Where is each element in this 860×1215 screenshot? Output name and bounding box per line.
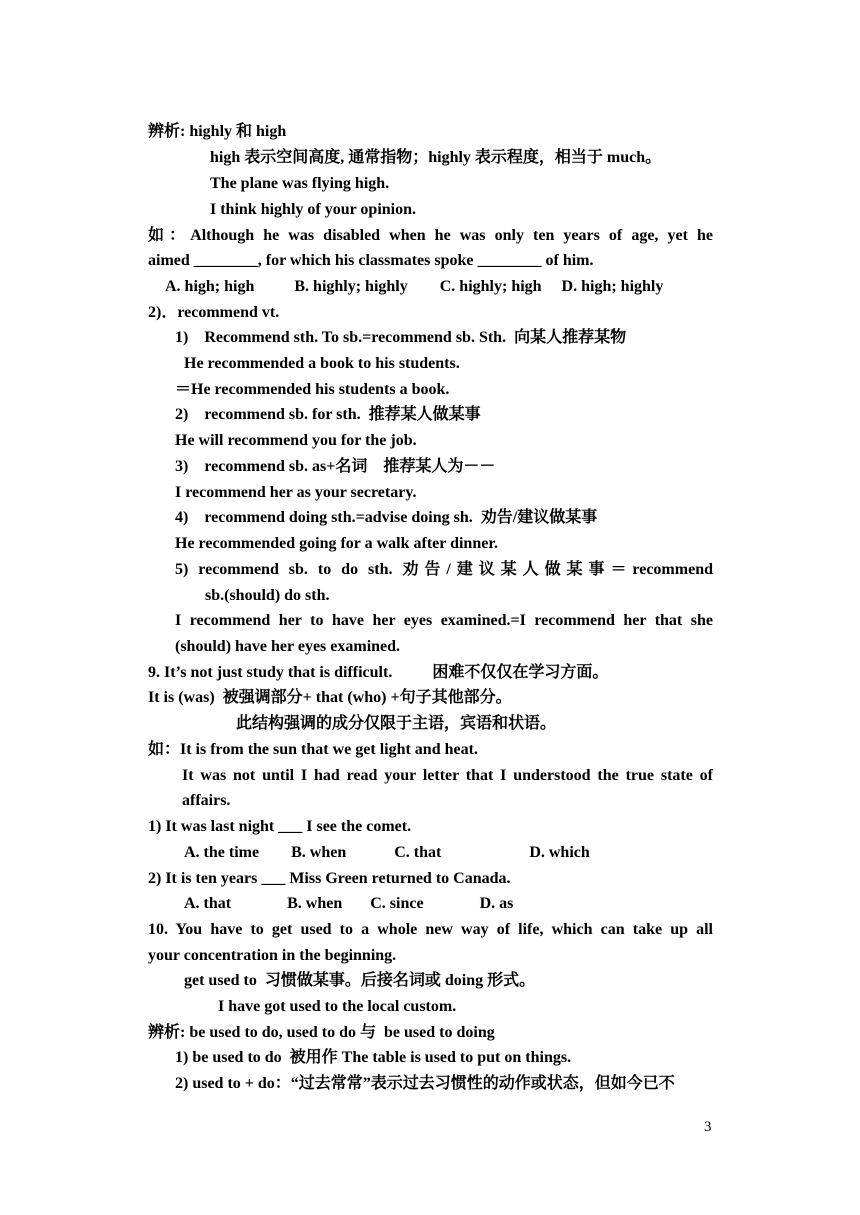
- text-line: 5) recommend sb. to do sth. 劝告/建议某人做某事＝recommend: [175, 561, 713, 578]
- text-line: A. high; high B. highly; highly C. highly; high D. high; highly: [165, 278, 664, 295]
- text-line: affairs.: [182, 792, 231, 809]
- text-line: 1) be used to do 被用作 The table is used to put on things.: [175, 1049, 572, 1066]
- text-line: 此结构强调的成分仅限于主语，宾语和状语。: [236, 715, 557, 732]
- text-line: 辨析: be used to do, used to do 与 be used to doing: [148, 1024, 495, 1041]
- text-line: 1) Recommend sth. To sb.=recommend sb. Sth. 向某人推荐某物: [175, 329, 627, 346]
- text-line: 如：It is from the sun that we get light and heat.: [148, 741, 478, 758]
- text-line: I recommend her as your secretary.: [175, 484, 417, 501]
- text-line: 2)．recommend vt.: [148, 304, 280, 321]
- page-number: 3: [704, 1119, 712, 1135]
- text-line: sb.(should) do sth.: [205, 587, 330, 604]
- text-line: He will recommend you for the job.: [175, 432, 417, 449]
- text-line: I think highly of your opinion.: [210, 201, 417, 218]
- text-line: I have got used to the local custom.: [218, 998, 457, 1015]
- text-line: 2) recommend sb. for sth. 推荐某人做某事: [175, 406, 481, 423]
- text-line: 10. You have to get used to a whole new way of life, which can take up all: [148, 921, 713, 938]
- text-line: get used to 习惯做某事。后接名词或 doing 形式。: [184, 972, 536, 989]
- text-line: 辨析: highly 和 high: [148, 123, 287, 140]
- text-line: A. the time B. when C. that D. which: [184, 844, 590, 861]
- text-line: 3) recommend sb. as+名词 推荐某人为－－: [175, 458, 496, 475]
- text-line: He recommended a book to his students.: [184, 355, 460, 372]
- text-line: 2) It is ten years ___ Miss Green returned to Canada.: [148, 870, 511, 887]
- text-line: He recommended going for a walk after dinner.: [175, 535, 498, 552]
- text-line: The plane was flying high.: [210, 175, 390, 192]
- text-line: I recommend her to have her eyes examined.=I recommend her that she: [175, 612, 713, 629]
- text-line: It is (was) 被强调部分+ that (who) +句子其他部分。: [148, 689, 512, 706]
- text-line: 2) used to + do：“过去常常”表示过去习惯性的动作或状态，但如今已不: [175, 1075, 675, 1092]
- text-line: your concentration in the beginning.: [148, 947, 397, 964]
- text-line: It was not until I had read your letter that I understood the true state of: [182, 767, 713, 784]
- text-line: 如：Although he was disabled when he was only ten years of age, yet he: [148, 227, 713, 244]
- text-line: 4) recommend doing sth.=advise doing sh. 劝告/建议做某事: [175, 509, 598, 526]
- text-line: 9. It’s not just study that is difficult. 困难不仅仅在学习方面。: [148, 664, 609, 681]
- text-line: 1) It was last night ___ I see the comet.: [148, 818, 412, 835]
- text-line: aimed ________, for which his classmates spoke ________ of him.: [148, 252, 594, 269]
- text-line: high 表示空间高度, 通常指物；highly 表示程度，相当于 much。: [210, 149, 662, 166]
- text-line: A. that B. when C. since D. as: [184, 895, 514, 912]
- text-line: ＝He recommended his students a book.: [175, 381, 450, 398]
- text-line: (should) have her eyes examined.: [175, 638, 401, 655]
